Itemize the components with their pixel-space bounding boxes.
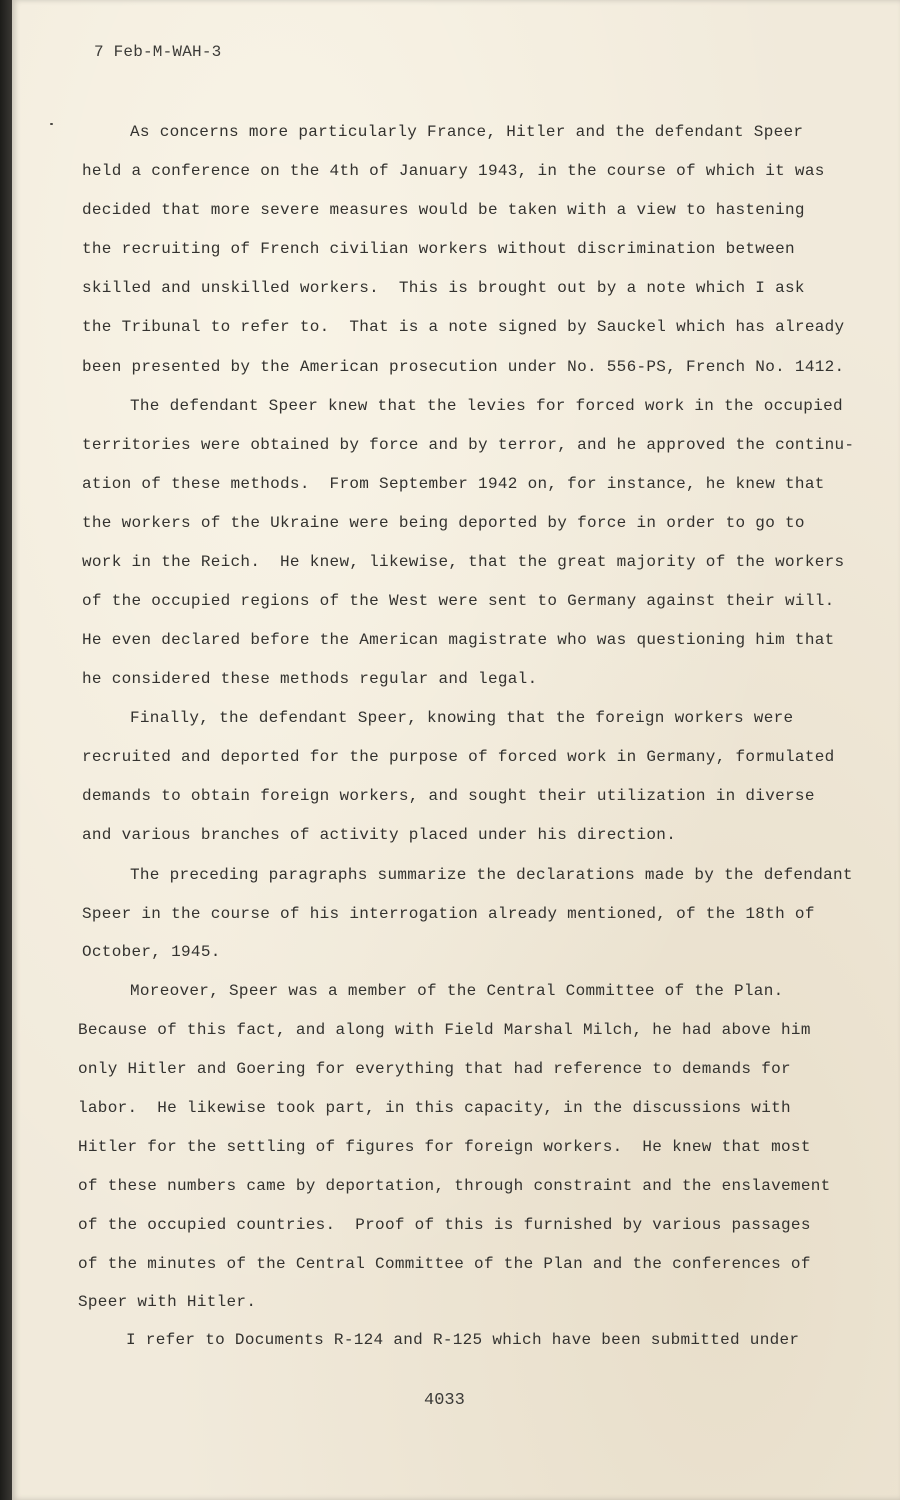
text-line: labor. He likewise took part, in this capacity, in the discussions with [78, 1099, 791, 1117]
text-line: of the minutes of the Central Committee of the Plan and the conferences of [78, 1255, 811, 1273]
text-line: of the occupied countries. Proof of this is furnished by various passages [78, 1216, 811, 1234]
page-number: 4033 [424, 1391, 465, 1410]
text-line: work in the Reich. He knew, likewise, that the great majority of the workers [82, 553, 845, 571]
document-page [12, 0, 900, 1500]
text-line: the recruiting of French civilian workers without discrimination between [82, 240, 795, 258]
document-header: 7 Feb-M-WAH-3 [94, 43, 222, 61]
text-line: Finally, the defendant Speer, knowing that the foreign workers were [130, 709, 794, 727]
scan-edge [0, 0, 12, 1500]
text-line: As concerns more particularly France, Hitler and the defendant Speer [130, 123, 804, 141]
text-line: Because of this fact, and along with Field Marshal Milch, he had above him [78, 1021, 811, 1039]
text-line: skilled and unskilled workers. This is brought out by a note which I ask [82, 279, 805, 297]
text-line: the workers of the Ukraine were being deported by force in order to go to [82, 514, 805, 532]
text-line: I refer to Documents R-124 and R-125 which have been submitted under [126, 1331, 800, 1349]
text-line: The preceding paragraphs summarize the declarations made by the defendant [130, 866, 853, 884]
text-line: October, 1945. [82, 943, 221, 961]
text-line: territories were obtained by force and by terror, and he approved the continu- [82, 436, 855, 454]
text-line: been presented by the American prosecution under No. 556-PS, French No. 1412. [82, 358, 845, 376]
text-line: he considered these methods regular and legal. [82, 670, 538, 688]
text-line: demands to obtain foreign workers, and sought their utilization in diverse [82, 787, 815, 805]
text-line: held a conference on the 4th of January 1943, in the course of which it was [82, 162, 825, 180]
text-line: recruited and deported for the purpose of forced work in Germany, formulated [82, 748, 835, 766]
text-line: of these numbers came by deportation, through constraint and the enslavement [78, 1177, 831, 1195]
ink-speck [50, 123, 53, 125]
text-line: only Hitler and Goering for everything that had reference to demands for [78, 1060, 791, 1078]
text-line: ation of these methods. From September 1942 on, for instance, he knew that [82, 475, 825, 493]
text-line: and various branches of activity placed under his direction. [82, 826, 677, 844]
text-line: Moreover, Speer was a member of the Central Committee of the Plan. [130, 982, 784, 1000]
text-line: decided that more severe measures would be taken with a view to hastening [82, 201, 805, 219]
text-line: He even declared before the American magistrate who was questioning him that [82, 631, 835, 649]
text-line: of the occupied regions of the West were sent to Germany against their will. [82, 592, 835, 610]
text-line: Speer in the course of his interrogation already mentioned, of the 18th of [82, 905, 815, 923]
text-line: the Tribunal to refer to. That is a note signed by Sauckel which has already [82, 318, 845, 336]
text-line: Hitler for the settling of figures for foreign workers. He knew that most [78, 1138, 811, 1156]
text-line: Speer with Hitler. [78, 1293, 257, 1311]
text-line: The defendant Speer knew that the levies for forced work in the occupied [130, 397, 843, 415]
